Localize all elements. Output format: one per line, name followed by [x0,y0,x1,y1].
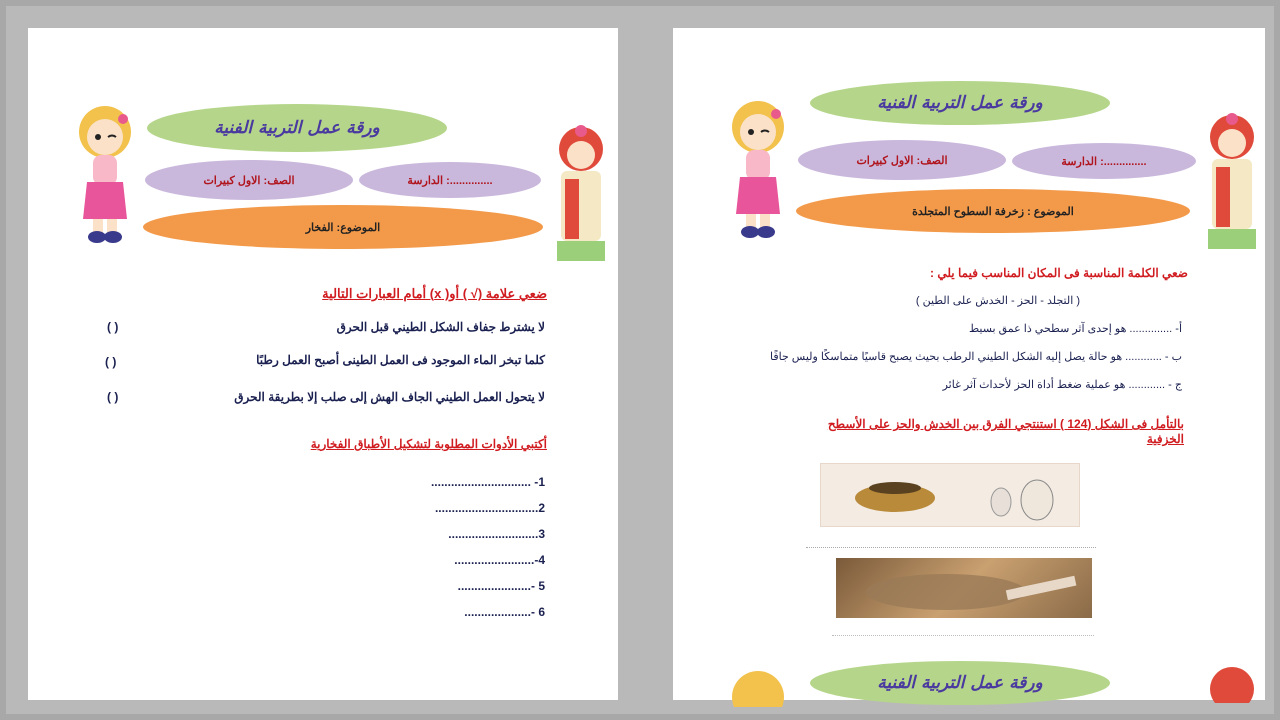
class-field [145,160,353,200]
class-field [798,140,1006,180]
class-label: الصف: الاول كبيرات [203,174,295,187]
fill-item-b[interactable]: ب - ............ هو حالة يصل إليه الشكل الطيني الرطب بحيث يصبح قاسيًا متماسكًا وليس جافًا [769,351,1182,363]
question-2-instruction: أكتبي الأدوات المطلوبة لتشكيل الأطباق الفخارية [310,437,547,451]
right-page [673,28,1265,700]
document-viewer [6,6,1274,714]
statement-1: لا يشترط جفاف الشكل الطيني قبل الحرق [336,320,545,334]
tool-line-4[interactable]: 4-........................ [454,553,545,567]
tool-line-6[interactable]: 6 -.................... [464,605,545,619]
cartoon-girl-image [728,92,788,242]
question-2-instruction: بالتأمل فى الشكل (124 ) استنتجي الفرق بين الخدش والحز على الأسطح الخزفية [827,417,1184,446]
cartoon-girl-image [75,97,135,247]
class-label: الصف: الاول كبيرات [856,154,948,167]
pottery-vessels-icon [821,464,1079,526]
pottery-figure-image [820,463,1080,527]
answer-box-3[interactable]: ( ) [107,390,119,404]
answer-box-1[interactable]: ( ) [107,320,119,334]
carving-photo-image [836,558,1092,618]
statement-2: كلما تبخر الماء الموجود فى العمل الطينى أصبح العمل رطبًا [256,353,545,367]
cartoon-girl-image [1202,659,1258,703]
fill-item-a[interactable]: أ- .............. هو إحدى آثر سطحي ذا عمق بسيط [968,323,1182,335]
cartoon-girl-image [728,667,788,707]
tool-line-5[interactable]: 5 -...................... [457,579,545,593]
topic-label: الموضوع : زخرفة السطوح المتجلدة [912,205,1074,218]
figure-caption-lines [806,531,1096,548]
figure-caption-lines [832,625,1094,636]
cartoon-girl-image [551,119,607,269]
tool-photo-icon [836,558,1092,618]
cartoon-girl-image [1202,107,1258,257]
statement-3: لا يتحول العمل الطيني الجاف الهش إلى صلب إلا بطريقة الحرق [234,390,545,404]
title-banner [810,81,1110,125]
student-label: الدارسة :.............. [1061,155,1147,168]
question-1-instruction: ضعي الكلمة المناسبة فى المكان المناسب فيما يلي : [930,266,1188,280]
worksheet-title: ورقة عمل التربية الفنية [877,93,1043,113]
topic-field [796,189,1190,233]
tool-line-2[interactable]: 2............................... [434,501,545,515]
question-1-instruction: ضعي علامة (√ ) أو( x) أمام العبارات التالية [322,286,547,301]
left-page [28,28,618,700]
tool-line-1[interactable]: 1- .............................. [430,475,545,489]
topic-label: الموضوع: الفخار [305,221,381,234]
student-name-field [359,162,541,198]
fill-item-c[interactable]: ج - ............ هو عملية ضغط أداة الحز لأحداث آثر غائر [942,379,1182,391]
worksheet-title: ورقة عمل التربية الفنية [214,118,380,138]
title-banner-bottom [810,661,1110,705]
title-banner [147,104,447,152]
topic-field [143,205,543,249]
answer-box-2[interactable]: ( ) [105,355,117,369]
student-label: الدارسة :.............. [407,174,493,187]
word-bank: ( التجلد - الحز - الخدش على الطين ) [915,295,1080,307]
student-name-field [1012,143,1196,179]
tool-line-3[interactable]: 3........................... [448,527,545,541]
worksheet-title-bottom: ورقة عمل التربية الفنية [877,673,1043,693]
